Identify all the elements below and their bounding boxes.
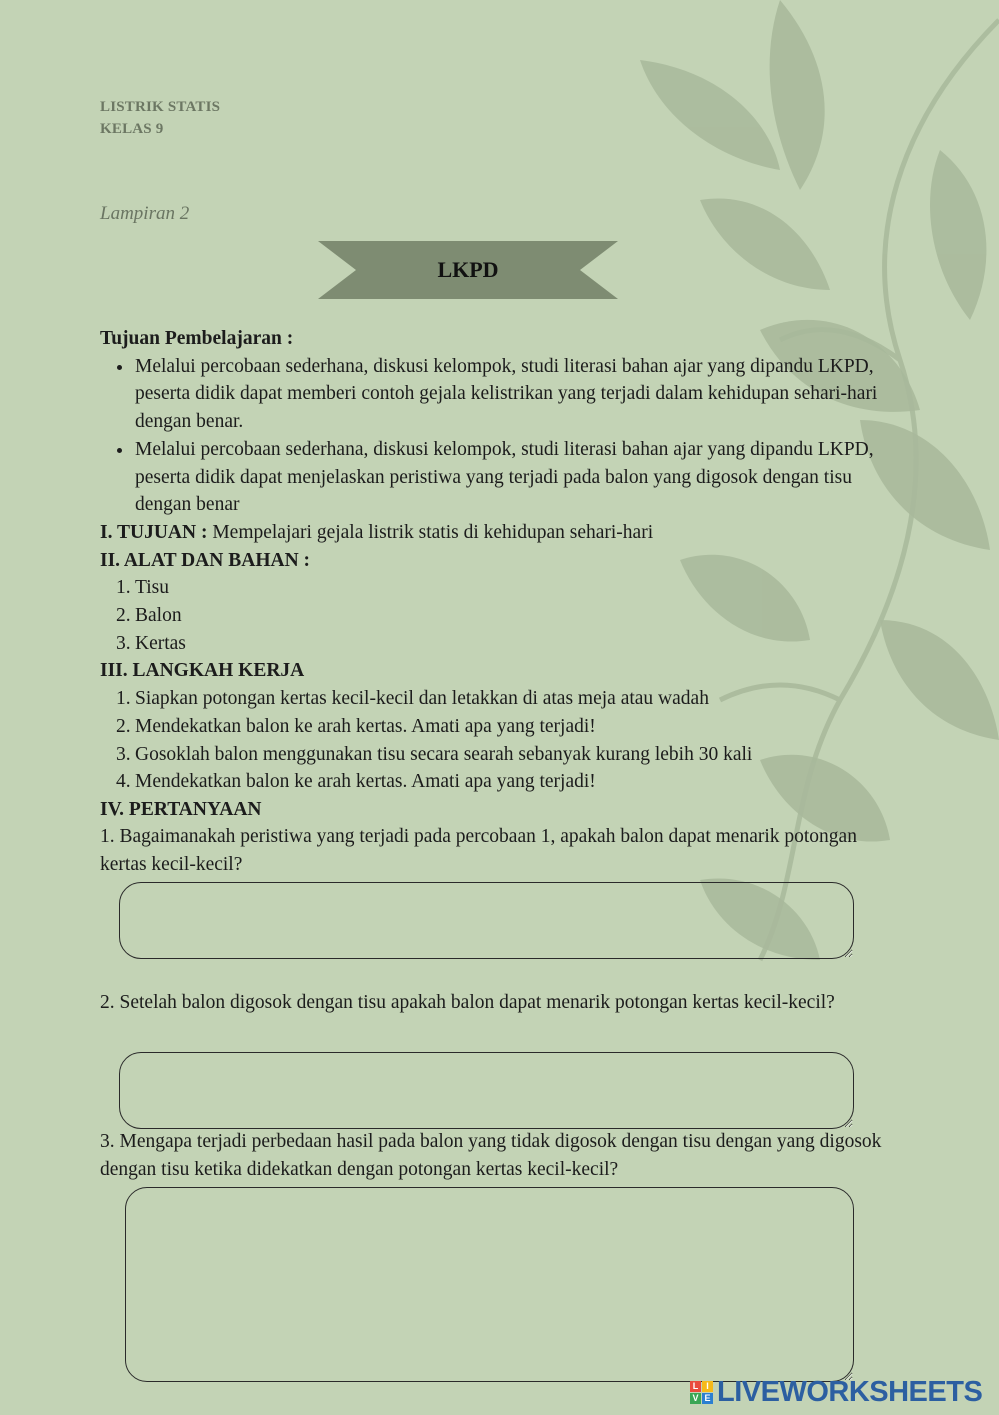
question-2: 2. Setelah balon digosok dengan tisu apakah balon dapat menarik potongan kertas kecil-kecil? (100, 992, 835, 1013)
list-item: 3. Gosoklah balon menggunakan tisu secara searah sebanyak kurang lebih 30 kali (116, 743, 753, 765)
list-item: 1. Tisu (116, 577, 169, 599)
answer-box-1[interactable] (119, 882, 854, 959)
logo-icon: L I V E (690, 1381, 713, 1404)
steps-heading: III. LANGKAH KERJA (100, 660, 305, 682)
header-class: KELAS 9 (100, 121, 164, 137)
goal-heading: I. TUJUAN : (100, 521, 208, 543)
attachment-label: Lampiran 2 (100, 203, 190, 224)
list-item: 2. Balon (116, 605, 182, 627)
materials-list (100, 574, 900, 657)
list-item: 4. Mendekatkan balon ke arah kertas. Amati apa yang terjadi! (116, 771, 596, 793)
answer-box-2[interactable] (119, 1052, 854, 1129)
list-item: Melalui percobaan sederhana, diskusi kelompok, studi literasi bahan ajar yang dipandu LKPD, peserta didik dapat memberi contoh gejala kelistrikan yang terjadi dalam kehidupan sehari-hari dengan benar. (100, 353, 900, 436)
goal-section (100, 519, 900, 547)
objectives-list (100, 353, 900, 519)
bullet-icon (117, 448, 122, 453)
list-item: Melalui percobaan sederhana, diskusi kelompok, studi literasi bahan ajar yang dipandu LKPD, peserta didik dapat menjelaskan peristiwa yang terjadi pada balon yang digosok dengan tisu dengan benar (100, 436, 900, 519)
brand-name: LIVEWORKSHEETS (717, 1375, 983, 1408)
question-3: 3. Mengapa terjadi perbedaan hasil pada balon yang tidak digosok dengan tisu dengan yang digosok dengan tisu ketika didekatkan dengan potongan kertas kecil-kecil? (100, 1131, 882, 1180)
worksheet-content (100, 325, 900, 824)
questions-heading: IV. PERTANYAAN (100, 798, 262, 820)
answer-box-3[interactable] (125, 1187, 854, 1382)
materials-heading: II. ALAT DAN BAHAN : (100, 549, 311, 571)
steps-list (100, 685, 900, 796)
list-item: 3. Kertas (116, 632, 186, 654)
bullet-icon (117, 365, 122, 370)
list-item: 2. Mendekatkan balon ke arah kertas. Amati apa yang terjadi! (116, 715, 596, 737)
header-subject: LISTRIK STATIS (100, 99, 221, 115)
question-1: 1. Bagaimanakah peristiwa yang terjadi pada percobaan 1, apakah balon dapat menarik potongan kertas kecil-kecil? (100, 826, 857, 875)
list-item: 1. Siapkan potongan kertas kecil-kecil dan letakkan di atas meja atau wadah (116, 688, 709, 710)
goal-text: Mempelajari gejala listrik statis di kehidupan sehari-hari (207, 521, 654, 543)
liveworksheets-logo[interactable] (690, 1376, 982, 1408)
page-title: LKPD (437, 257, 499, 282)
objectives-heading: Tujuan Pembelajaran : (100, 328, 294, 349)
